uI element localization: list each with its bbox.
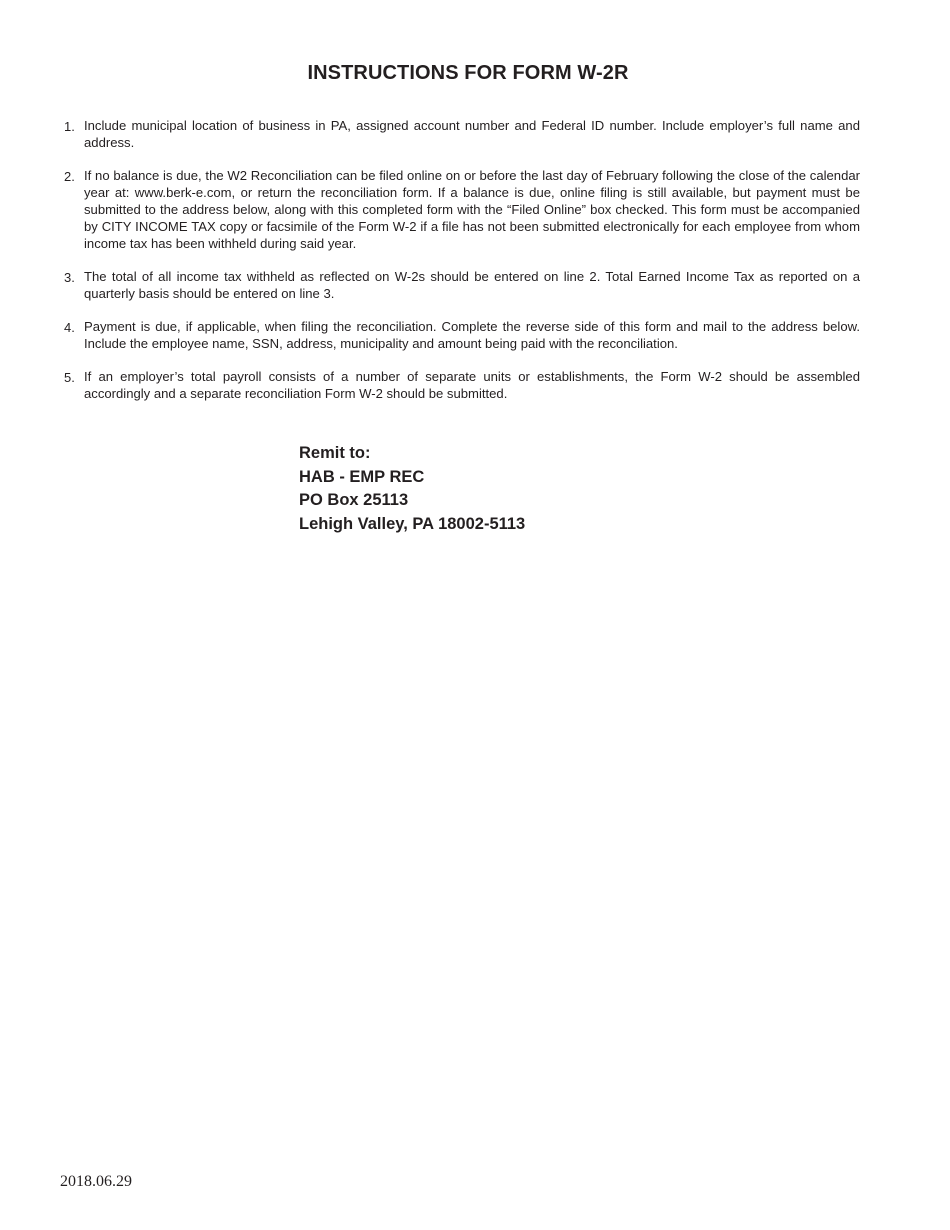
- remit-address-block: [299, 442, 525, 536]
- instruction-number: 3.: [64, 270, 75, 285]
- instruction-number: 2.: [64, 169, 75, 184]
- remit-name: HAB - EMP REC: [299, 467, 425, 486]
- remit-po-box: PO Box 25113: [299, 491, 409, 509]
- instruction-number: 4.: [64, 320, 75, 335]
- remit-city-state-zip: Lehigh Valley, PA 18002-5113: [299, 514, 526, 533]
- instruction-number: 5.: [64, 370, 75, 385]
- revision-date: 2018.06.29: [60, 1173, 132, 1190]
- remit-heading: Remit to:: [299, 444, 371, 462]
- instructions-list: [60, 117, 860, 418]
- instruction-text: If no balance is due, the W2 Reconciliation can be filed online on or before the last day of February following the close of the calendar year at: www.berk-e.com, or return the reconciliation form. If a balance is due, online filing is still available, but payment must be submitted to the address below, along with this completed form with the “Filed Online” box checked. This form must be accompanied by CITY INCOME TAX copy or facsimile of the Form W-2 if a file has not been submitted electronically for each employee from whom income tax has been withheld during said year.: [84, 168, 860, 251]
- instruction-item: [60, 117, 860, 151]
- instruction-item: [60, 368, 860, 402]
- instruction-item: [60, 318, 860, 352]
- instruction-text: Payment is due, if applicable, when filing the reconciliation. Complete the reverse side of this form and mail to the address below. Include the employee name, SSN, address, municipality and amount being paid with the reconciliation.: [84, 319, 860, 351]
- instruction-text: If an employer’s total payroll consists of a number of separate units or establishments, the Form W-2 should be assembled accordingly and a separate reconciliation Form W-2 should be submitted.: [84, 369, 860, 401]
- instruction-item: [60, 167, 860, 252]
- instruction-item: [60, 268, 860, 302]
- instruction-text: The total of all income tax withheld as reflected on W-2s should be entered on line 2. Total Earned Income Tax as reported on a quarterly basis should be entered on line 3.: [84, 269, 860, 301]
- page-title: INSTRUCTIONS FOR FORM W-2R: [307, 62, 629, 84]
- instruction-number: 1.: [64, 119, 75, 134]
- instruction-text: Include municipal location of business in PA, assigned account number and Federal ID number. Include employer’s full name and address.: [84, 118, 860, 150]
